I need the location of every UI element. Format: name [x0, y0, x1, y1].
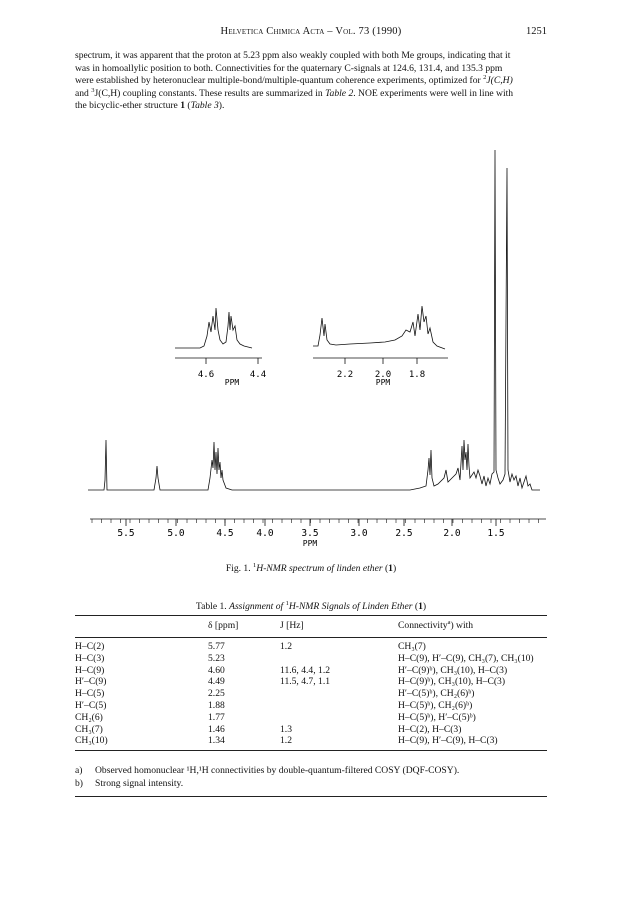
- main-tick-label: 3.5: [301, 528, 319, 539]
- paragraph-line: was in homoallylic position to both. Connectivities for the quaternary C-signals at 124.6, 131.4, and 135.3 ppm: [75, 62, 503, 74]
- cell-connectivity: H–C(9)ᵇ), CH₃(10), H–C(3): [398, 676, 506, 688]
- main-axis-unit: PPM: [302, 539, 318, 548]
- header-delta: δ [ppm]: [208, 620, 239, 631]
- cell-group: H′–C(9): [75, 676, 107, 688]
- footnote-mark: a): [75, 765, 83, 776]
- paragraph-line: spectrum, it was apparent that the proton at 5.23 ppm also weakly coupled with both Me groups, indicating that it: [75, 50, 511, 61]
- inset-right-tick-label: 2.0: [374, 370, 392, 380]
- table-header-rule: [75, 637, 547, 638]
- cell-j: 11.6, 4.4, 1.2: [280, 664, 331, 676]
- inset-right-axis-unit: PPM: [375, 378, 391, 387]
- main-tick-label: 2.5: [395, 528, 413, 539]
- main-tick-label: 5.0: [167, 528, 185, 539]
- header-j: J [Hz]: [280, 620, 304, 631]
- table-row: [75, 735, 547, 747]
- cell-connectivity: H–C(5)ᵇ), CH₂(6)ᵇ): [398, 699, 473, 711]
- footnote: [75, 778, 547, 791]
- cell-connectivity: H–C(2), H–C(3): [398, 723, 462, 735]
- cell-delta: 1.34: [208, 735, 225, 747]
- figure-caption: Fig. 1. $^1$H-NMR spectrum of linden ether (1): [225, 561, 397, 574]
- table-caption: Table 1. Assignment of $^1$H-NMR Signals of Linden Ether (1): [195, 599, 427, 612]
- cell-connectivity: H–C(5)ᵇ), H′–C(5)ᵇ): [398, 711, 476, 723]
- table-row: [75, 712, 547, 724]
- cell-connectivity: CH₃(7): [398, 641, 426, 652]
- cell-j: 1.2: [280, 641, 292, 652]
- cell-j: 1.2: [280, 735, 292, 747]
- inset-left-tick-label: 4.4: [249, 370, 267, 380]
- table-body: [75, 641, 547, 747]
- cell-connectivity: H′–C(5)ᵇ), CH₂(6)ᵇ): [398, 688, 475, 700]
- cell-j: 11.5, 4.7, 1.1: [280, 676, 331, 688]
- table-row: [75, 688, 547, 700]
- header-connectivity: Connectivity$^a$) with: [398, 618, 474, 631]
- table-header-row: [75, 620, 547, 632]
- footnote-bottom-rule: [75, 796, 547, 797]
- paragraph-line: the bicyclic-ether structure 1 (Table 3).: [75, 100, 225, 112]
- cell-connectivity: H–C(9), H′–C(9), H–C(3): [398, 735, 498, 747]
- cell-connectivity: H–C(9), H′–C(9), CH₃(7), CH₃(10): [398, 652, 534, 664]
- cell-group: H′–C(5): [75, 699, 107, 711]
- inset-right-tick-label: 1.8: [408, 370, 426, 380]
- journal-title: Helvetica Chimica Acta – Vol. 73 (1990): [220, 26, 402, 37]
- cell-group: H–C(9): [75, 664, 105, 676]
- inset-left-tick-label: 4.6: [197, 370, 215, 380]
- table-row: [75, 700, 547, 712]
- table-row: [75, 641, 547, 653]
- footnote-text: Observed homonuclear ¹H,¹H connectivities by double-quantum-filtered COSY (DQF-COSY).: [95, 765, 460, 776]
- paragraph-line: and $^3$J(C,H) coupling constants. These results are summarized in Table 2. NOE experiments were well in line with: [75, 86, 514, 99]
- inset-left-axis-unit: PPM: [224, 378, 240, 387]
- cell-delta: 5.23: [208, 652, 225, 664]
- cell-j: 1.3: [280, 723, 292, 735]
- inset-right-trace: [313, 306, 445, 349]
- main-tick-label: 4.5: [216, 528, 234, 539]
- cell-delta: 1.77: [208, 711, 225, 723]
- inset-right-tick-label: 2.2: [336, 370, 354, 380]
- table-row: [75, 653, 547, 665]
- cell-group: H–C(2): [75, 641, 105, 652]
- cell-delta: 1.46: [208, 723, 225, 735]
- cell-group: CH₃(7): [75, 723, 103, 735]
- cell-group: H–C(3): [75, 652, 105, 664]
- cell-group: H–C(5): [75, 688, 105, 700]
- cell-delta: 5.77: [208, 641, 225, 652]
- main-axis-ticks: [92, 519, 539, 526]
- table-top-rule: [75, 615, 547, 616]
- cell-delta: 2.25: [208, 688, 225, 700]
- table-row: [75, 724, 547, 736]
- inset-left-trace: [175, 308, 252, 348]
- cell-group: CH₂(6): [75, 711, 103, 723]
- table-row: [75, 665, 547, 677]
- main-tick-label: 5.5: [117, 528, 135, 539]
- main-spectrum-trace: [88, 150, 540, 490]
- paragraph-line: were established by heteronuclear multiple-bond/multiple-quantum coherence experiments, optimized for $^2$J(C,H): [75, 74, 513, 87]
- footnote-text: Strong signal intensity.: [95, 778, 184, 789]
- main-tick-label: 2.0: [443, 528, 461, 539]
- cell-delta: 4.49: [208, 676, 225, 688]
- main-tick-label: 1.5: [487, 528, 505, 539]
- cell-connectivity: H′–C(9)ᵇ), CH₃(10), H–C(3): [398, 664, 508, 676]
- main-tick-label: 3.0: [350, 528, 368, 539]
- main-tick-label: 4.0: [256, 528, 274, 539]
- footnote-mark: b): [75, 778, 83, 789]
- table-row: [75, 676, 547, 688]
- table-bottom-rule: [75, 750, 547, 751]
- cell-group: CH₃(10): [75, 735, 108, 747]
- footnote: [75, 765, 547, 778]
- table-footnotes: [75, 765, 547, 791]
- page-number: 1251: [526, 26, 547, 37]
- cell-delta: 4.60: [208, 664, 225, 676]
- cell-delta: 1.88: [208, 699, 225, 711]
